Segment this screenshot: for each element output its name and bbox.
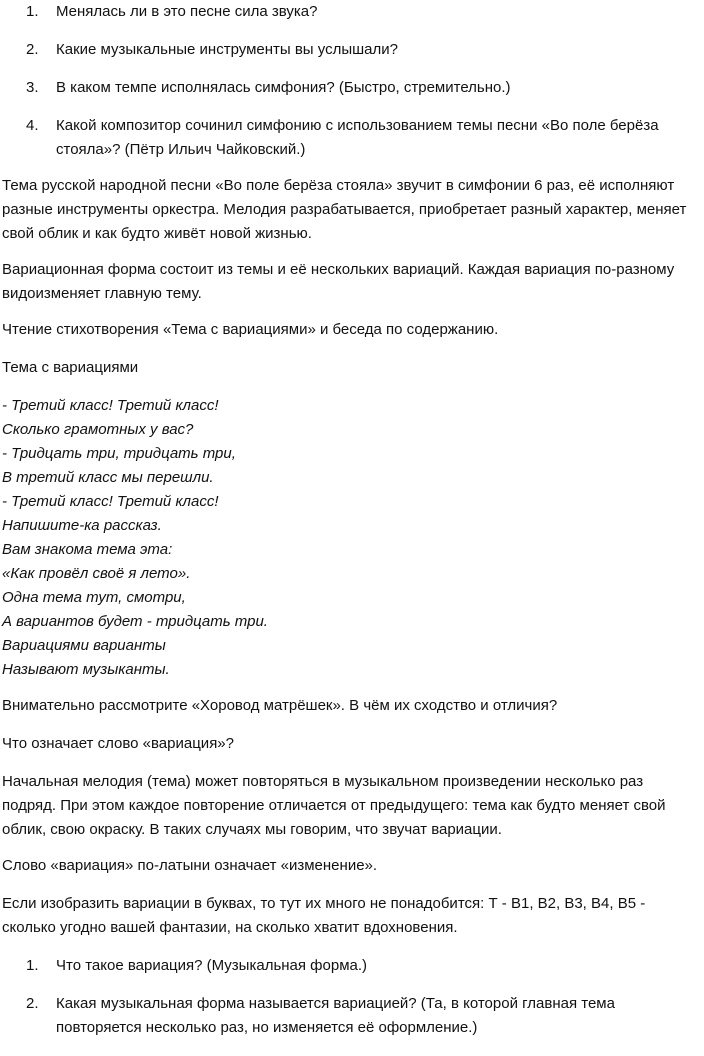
poem-line: «Как провёл своё я лето». <box>2 565 191 582</box>
poem <box>2 394 696 682</box>
poem-line: Вам знакома тема эта: <box>2 541 173 558</box>
poem-line: А вариантов будет - тридцать три. <box>2 613 268 630</box>
poem-line: Одна тема тут, смотри, <box>2 589 186 606</box>
list-item <box>2 992 696 1040</box>
list-item-text: В каком темпе исполнялась симфония? (Быстро, стремительно.) <box>56 79 511 96</box>
list-number: 3. <box>26 79 39 96</box>
list-item-text: Какая музыкальная форма называется вариацией? (Та, в которой главная тема повторяется несколько раз, но изменяется её оформление.) <box>56 995 615 1036</box>
poem-line: Напишите-ка рассказ. <box>2 517 162 534</box>
list-number: 2. <box>26 41 39 58</box>
paragraph: Что означает слово «вариация»? <box>2 735 234 752</box>
poem-line: Вариациями варианты <box>2 637 166 654</box>
paragraph: Слово «вариация» по-латыни означает «изменение». <box>2 857 378 874</box>
list-number: 2. <box>26 995 39 1012</box>
list-number: 1. <box>26 957 39 974</box>
list-item-text: Какой композитор сочинил симфонию с использованием темы песни «Во поле берёза стояла»? (Пётр Ильич Чайковский.) <box>56 117 659 158</box>
paragraph: Чтение стихотворения «Тема с вариациями» и беседа по содержанию. <box>2 321 499 338</box>
poem-line: В третий класс мы перешли. <box>2 469 214 486</box>
question-list-1 <box>2 0 696 162</box>
poem-line: Называют музыканты. <box>2 661 170 678</box>
poem-line: Сколько грамотных у вас? <box>2 421 194 438</box>
list-item-text: Что такое вариация? (Музыкальная форма.) <box>56 957 368 974</box>
list-number: 1. <box>26 3 39 20</box>
list-item-text: Менялась ли в это песне сила звука? <box>56 3 318 20</box>
list-item <box>2 114 696 162</box>
poem-line: - Третий класс! Третий класс! <box>2 493 219 510</box>
list-item <box>2 76 696 100</box>
list-item <box>2 38 696 62</box>
poem-title: Тема с вариациями <box>2 359 139 376</box>
list-number: 4. <box>26 117 39 134</box>
paragraph: Начальная мелодия (тема) может повторяться в музыкальном произведении несколько раз подряд. При этом каждое повторение отличается от предыдущего: тема как будто меняет свой облик, свою окраску. В таких случаях мы говорим, что звучат вариации. <box>2 773 666 838</box>
list-item <box>2 954 696 978</box>
paragraph: Вариационная форма состоит из темы и её нескольких вариаций. Каждая вариация по-разному видоизменяет главную тему. <box>2 261 675 302</box>
paragraph: Тема русской народной песни «Во поле берёза стояла» звучит в симфонии 6 раз, её исполняют разные инструменты оркестра. Мелодия разрабатывается, приобретает разный характер, меняет свой облик и как будто живёт новой жизнью. <box>2 177 687 242</box>
question-list-2 <box>2 954 696 1040</box>
list-item-text: Какие музыкальные инструменты вы услышали? <box>56 41 398 58</box>
paragraph: Внимательно рассмотрите «Хоровод матрёшек». В чём их сходство и отличия? <box>2 697 558 714</box>
document-page <box>2 0 696 1040</box>
paragraph: Если изобразить вариации в буквах, то тут их много не понадобится: Т - В1, В2, В3, В4, В5 - сколько угодно вашей фантазии, на сколько хватит вдохновения. <box>2 895 646 936</box>
list-item <box>2 0 696 24</box>
poem-line: - Третий класс! Третий класс! <box>2 397 219 414</box>
poem-line: - Тридцать три, тридцать три, <box>2 445 236 462</box>
